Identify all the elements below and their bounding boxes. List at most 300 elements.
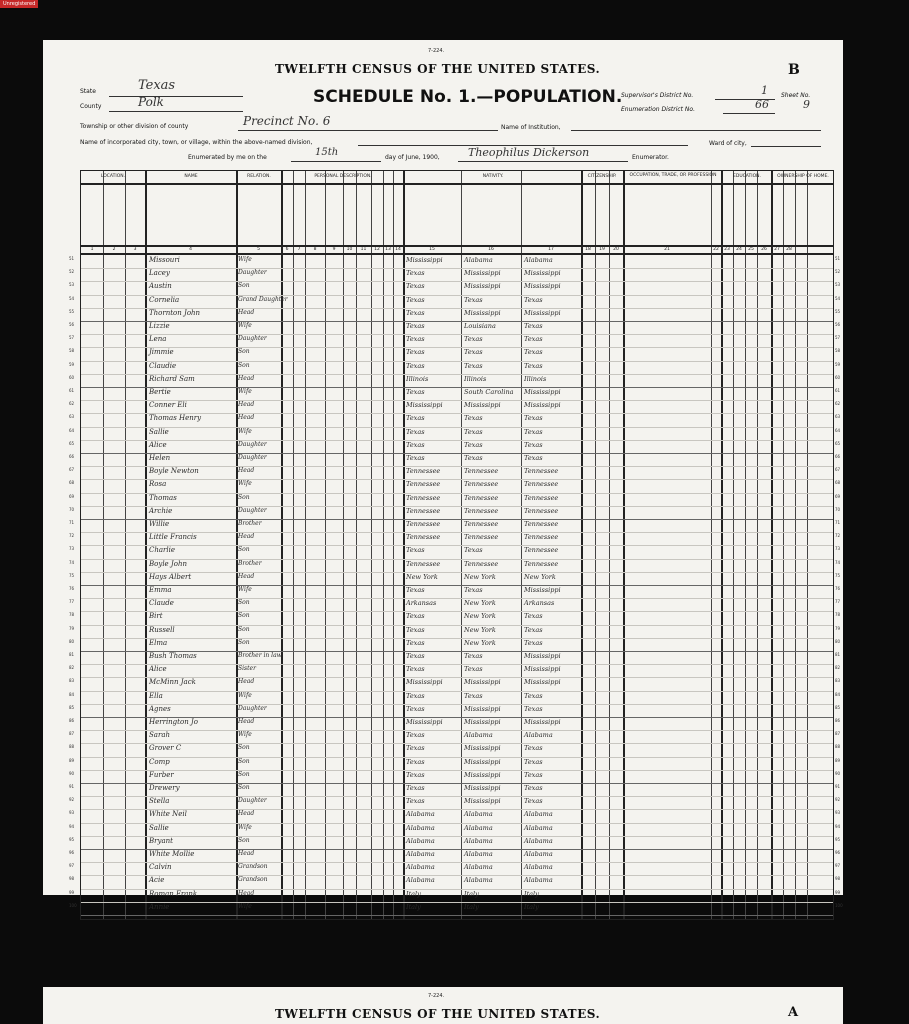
person-name: Boyle John xyxy=(149,559,187,568)
ward-label: Ward of city, xyxy=(709,140,747,147)
birthplace: Alabama xyxy=(406,836,435,845)
father-birthplace: Mississippi xyxy=(464,401,501,410)
form-number: 7-224. xyxy=(428,48,445,54)
table-row xyxy=(69,466,841,480)
person-relation: Grand Daughter xyxy=(238,295,288,303)
row-number-left: 65 xyxy=(69,440,75,446)
father-birthplace: Alabama xyxy=(464,836,493,845)
column-number: 18 xyxy=(585,247,591,252)
mother-birthplace: Tennessee xyxy=(524,506,559,515)
row-number-right: 59 xyxy=(835,361,841,367)
person-relation: Son xyxy=(238,599,250,607)
city-label: Name of incorporated city, town, or village, within the above-named division, xyxy=(80,139,313,146)
father-birthplace: Texas xyxy=(464,361,483,370)
mother-birthplace: Mississippi xyxy=(524,718,561,726)
person-name: Cornelia xyxy=(149,295,180,304)
row-number-left: 89 xyxy=(69,757,75,763)
person-name: Missouri xyxy=(149,256,180,264)
column-number: 28 xyxy=(786,247,792,252)
column-number: 9 xyxy=(332,247,336,252)
row-number-left: 53 xyxy=(69,282,75,288)
column-number: 27 xyxy=(774,247,780,252)
enumerated-prefix: Enumerated by me on the xyxy=(188,154,267,161)
enumerated-middle: day of June, 1900, xyxy=(385,154,440,161)
table-row xyxy=(69,849,841,863)
father-birthplace: Alabama xyxy=(464,731,493,740)
birthplace: Mississippi xyxy=(406,256,443,264)
row-number-left: 97 xyxy=(69,863,75,869)
father-birthplace: New York xyxy=(464,612,496,621)
person-name: Ella xyxy=(149,691,163,700)
row-number-left: 70 xyxy=(69,506,75,512)
birthplace: Mississippi xyxy=(406,678,443,687)
mother-birthplace: Texas xyxy=(524,612,543,621)
row-number-right: 93 xyxy=(835,810,841,816)
table-row xyxy=(69,902,843,916)
row-number-right: 72 xyxy=(835,533,841,539)
father-birthplace: Texas xyxy=(464,691,483,700)
birthplace: Italy xyxy=(406,889,421,898)
father-birthplace: Alabama xyxy=(464,810,493,819)
row-number-right: 70 xyxy=(835,506,841,512)
row-number-right: 92 xyxy=(835,797,841,803)
table-row xyxy=(69,453,841,467)
township-line xyxy=(238,130,498,131)
mother-birthplace: Texas xyxy=(524,322,543,330)
birthplace: Mississippi xyxy=(406,718,443,726)
row-number-left: 75 xyxy=(69,572,75,578)
father-birthplace: Mississippi xyxy=(464,269,501,278)
father-birthplace: Texas xyxy=(464,427,483,436)
column-number: 19 xyxy=(599,247,605,252)
birthplace: Texas xyxy=(406,784,425,792)
mother-birthplace: Texas xyxy=(524,335,543,344)
column-number: 1 xyxy=(90,247,94,252)
row-number-right: 100 xyxy=(835,902,843,908)
column-number: 4 xyxy=(189,247,192,252)
row-number-left: 73 xyxy=(69,546,75,552)
birthplace: Tennessee xyxy=(406,506,441,515)
column-number: 11 xyxy=(360,247,367,252)
person-relation: Son xyxy=(238,625,250,633)
table-row xyxy=(69,638,841,652)
row-number-right: 66 xyxy=(835,454,841,459)
row-number-right: 62 xyxy=(835,401,841,407)
row-number-right: 85 xyxy=(835,704,841,710)
birthplace: Texas xyxy=(406,770,425,779)
person-name: Agnes xyxy=(149,704,171,713)
row-number-right: 89 xyxy=(835,757,841,763)
table-row xyxy=(69,651,841,665)
birthplace: Texas xyxy=(406,546,425,555)
birthplace: Texas xyxy=(406,586,425,594)
row-number-right: 81 xyxy=(835,652,841,657)
row-number-left: 66 xyxy=(69,454,75,459)
father-birthplace: Mississippi xyxy=(464,784,501,792)
person-relation: Head xyxy=(238,850,255,857)
person-relation: Wife xyxy=(238,731,252,739)
birthplace: Texas xyxy=(406,414,425,423)
section-relation: RELATION. xyxy=(247,174,271,179)
table-row xyxy=(69,743,841,757)
column-number: 20 xyxy=(613,247,619,252)
section-name: NAME xyxy=(184,174,198,179)
person-relation: Sister xyxy=(238,665,256,673)
father-birthplace: New York xyxy=(464,638,496,647)
birthplace: Texas xyxy=(406,665,425,674)
person-relation: Son xyxy=(238,744,250,752)
mother-birthplace: Tennessee xyxy=(524,533,559,542)
row-number-left: 84 xyxy=(69,691,75,697)
row-number-left: 58 xyxy=(69,348,75,354)
table-row xyxy=(69,862,841,876)
person-relation: Daughter xyxy=(238,269,267,277)
birthplace: Texas xyxy=(406,269,425,278)
row-number-left: 52 xyxy=(69,269,75,275)
father-birthplace: Mississippi xyxy=(464,744,501,753)
bottom-title: TWELFTH CENSUS OF THE UNITED STATES. xyxy=(275,1007,601,1021)
column-number: 24 xyxy=(736,247,742,252)
row-number-left: 79 xyxy=(69,625,75,631)
enumerated-day: 15th xyxy=(315,147,339,158)
table-row xyxy=(69,479,841,493)
person-relation: Head xyxy=(238,414,255,422)
column-number: 6 xyxy=(285,247,289,252)
person-name: Archie xyxy=(149,506,173,515)
row-number-left: 69 xyxy=(69,493,75,499)
row-number-right: 51 xyxy=(835,256,841,261)
table-row xyxy=(69,783,841,797)
mother-birthplace: Tennessee xyxy=(524,520,559,528)
mother-birthplace: Italy xyxy=(524,902,539,911)
table-row xyxy=(69,704,841,718)
birthplace: Texas xyxy=(406,612,425,621)
person-name: McMinn Jack xyxy=(149,678,196,687)
table-row xyxy=(69,347,841,361)
row-number-left: 68 xyxy=(69,480,75,486)
birthplace: Texas xyxy=(406,388,425,396)
schedule-title: SCHEDULE No. 1.—POPULATION. xyxy=(313,87,623,107)
township-label: Township or other division of county xyxy=(80,123,189,130)
enumerated-day-line xyxy=(291,161,381,162)
row-number-left: 88 xyxy=(69,744,75,750)
county-value: Polk xyxy=(138,95,164,109)
person-name: Rosa xyxy=(149,480,167,489)
row-number-right: 53 xyxy=(835,282,841,288)
mother-birthplace: Mississippi xyxy=(524,586,561,594)
person-name: Alice xyxy=(149,440,167,449)
table-row xyxy=(69,374,841,388)
table-row xyxy=(69,809,841,823)
person-name: Annie xyxy=(149,902,170,911)
column-number: 12 xyxy=(374,247,380,252)
birthplace: Texas xyxy=(406,704,425,713)
table-row xyxy=(69,321,841,335)
mother-birthplace: Alabama xyxy=(524,823,553,832)
father-birthplace: Texas xyxy=(464,665,483,674)
person-relation: Head xyxy=(238,810,255,818)
row-number-left: 74 xyxy=(69,559,75,565)
next-census-sheet xyxy=(43,987,843,1024)
mother-birthplace: Texas xyxy=(524,440,543,449)
column-number: 22 xyxy=(713,247,719,252)
person-relation: Daughter xyxy=(238,335,267,343)
person-relation: Son xyxy=(238,493,250,501)
person-name: Willie xyxy=(149,520,170,528)
person-name: Alice xyxy=(149,665,167,674)
table-row xyxy=(69,334,841,348)
person-name: Claude xyxy=(149,599,174,608)
father-birthplace: Alabama xyxy=(464,850,493,858)
table-row xyxy=(69,875,841,889)
state-label: State xyxy=(80,88,96,95)
person-name: White Neil xyxy=(149,810,187,819)
row-number-left: 57 xyxy=(69,335,75,341)
row-number-right: 94 xyxy=(835,823,841,829)
row-number-left: 71 xyxy=(69,520,75,525)
mother-birthplace: Mississippi xyxy=(524,282,561,291)
father-birthplace: Texas xyxy=(464,440,483,449)
row-number-right: 61 xyxy=(835,388,841,393)
column-number: 8 xyxy=(313,247,317,252)
father-birthplace: Illinois xyxy=(464,374,487,383)
table-row xyxy=(69,823,841,837)
row-number-right: 60 xyxy=(835,374,841,380)
person-name: Lena xyxy=(149,335,167,344)
person-relation: Head xyxy=(238,374,255,382)
birthplace: Texas xyxy=(406,348,425,357)
birthplace: Mississippi xyxy=(406,401,443,410)
person-relation: Wife xyxy=(238,256,252,263)
column-number: 17 xyxy=(548,247,554,252)
row-number-left: 67 xyxy=(69,467,75,473)
row-number-left: 60 xyxy=(69,374,75,380)
row-number-right: 77 xyxy=(835,599,841,605)
section-ownership: OWNERSHIP OF HOME. xyxy=(777,174,829,179)
column-number: 3 xyxy=(133,247,137,252)
person-relation: Wife xyxy=(238,902,252,910)
person-relation: Brother xyxy=(238,559,262,567)
mother-birthplace: Alabama xyxy=(524,836,553,845)
census-sheet xyxy=(43,40,843,911)
row-number-left: 59 xyxy=(69,361,75,367)
table-row xyxy=(69,717,841,731)
header-divider xyxy=(81,183,833,185)
row-number-right: 55 xyxy=(835,308,841,314)
birthplace: Texas xyxy=(406,361,425,370)
father-birthplace: Texas xyxy=(464,335,483,344)
father-birthplace: Louisiana xyxy=(464,322,496,330)
person-relation: Wife xyxy=(238,427,252,435)
mother-birthplace: Illinois xyxy=(524,374,547,383)
father-birthplace: Texas xyxy=(464,546,483,555)
person-relation: Wife xyxy=(238,823,252,831)
table-row xyxy=(69,625,841,639)
column-number: 13 xyxy=(385,247,391,252)
section-education: EDUCATION. xyxy=(733,174,761,179)
father-birthplace: Texas xyxy=(464,348,483,357)
table-row xyxy=(69,559,841,573)
sheet-label: Sheet No. xyxy=(781,92,811,99)
row-number-left: 55 xyxy=(69,308,75,314)
birthplace: Texas xyxy=(406,652,425,660)
person-name: White Mollie xyxy=(149,850,195,858)
birthplace: Texas xyxy=(406,308,425,317)
father-birthplace: New York xyxy=(464,599,496,608)
person-name: Herrington Jo xyxy=(149,718,198,726)
person-relation: Head xyxy=(238,308,255,316)
state-value: Texas xyxy=(138,78,176,93)
person-name: Sarah xyxy=(149,731,170,740)
row-number-right: 74 xyxy=(835,559,841,565)
mother-birthplace: New York xyxy=(524,572,556,581)
row-number-left: 90 xyxy=(69,770,75,776)
mother-birthplace: Mississippi xyxy=(524,652,561,660)
row-number-left: 72 xyxy=(69,533,75,539)
table-row xyxy=(69,796,841,810)
sheet-letter: B xyxy=(788,62,800,78)
row-number-right: 80 xyxy=(835,638,841,644)
mother-birthplace: Alabama xyxy=(524,876,553,885)
father-birthplace: Texas xyxy=(464,454,483,462)
table-row xyxy=(69,400,841,414)
father-birthplace: Texas xyxy=(464,652,483,660)
row-number-right: 65 xyxy=(835,440,841,446)
birthplace: Tennessee xyxy=(406,493,441,502)
father-birthplace: Alabama xyxy=(464,863,493,872)
enumerator-label: Enumerator. xyxy=(632,154,669,161)
row-number-right: 75 xyxy=(835,572,841,578)
table-row xyxy=(69,836,841,850)
row-number-left: 83 xyxy=(69,678,75,684)
birthplace: Texas xyxy=(406,757,425,766)
row-number-left: 77 xyxy=(69,599,75,605)
section-citizenship: CITIZENSHIP. xyxy=(587,174,617,179)
row-number-left: 80 xyxy=(69,638,75,644)
row-number-left: 63 xyxy=(69,414,75,420)
row-number-right: 63 xyxy=(835,414,841,420)
father-birthplace: New York xyxy=(464,625,496,634)
table-row xyxy=(69,493,841,507)
person-name: Birt xyxy=(149,612,163,621)
row-number-left: 76 xyxy=(69,586,75,591)
column-number: 21 xyxy=(664,247,670,252)
person-relation: Daughter xyxy=(238,704,267,712)
table-row xyxy=(69,413,841,427)
table-row xyxy=(69,757,841,771)
mother-birthplace: Tennessee xyxy=(524,546,559,555)
person-name: Thornton John xyxy=(149,308,201,317)
section-occupation: OCCUPATION, TRADE, OR PROFESSION xyxy=(629,173,717,178)
column-number: 16 xyxy=(488,247,494,252)
county-label: County xyxy=(80,103,102,110)
father-birthplace: Mississippi xyxy=(464,282,501,291)
watermark-tag: Unregistered xyxy=(0,0,38,8)
row-number-right: 97 xyxy=(835,863,841,869)
person-relation: Wife xyxy=(238,586,252,593)
mother-birthplace: Texas xyxy=(524,784,543,792)
row-number-left: 95 xyxy=(69,836,75,842)
father-birthplace: Mississippi xyxy=(464,757,501,766)
father-birthplace: Alabama xyxy=(464,823,493,832)
row-number-right: 87 xyxy=(835,731,841,737)
row-number-left: 64 xyxy=(69,427,75,433)
row-number-right: 69 xyxy=(835,493,841,499)
mother-birthplace: Alabama xyxy=(524,863,553,872)
table-row xyxy=(69,387,841,401)
father-birthplace: Texas xyxy=(464,414,483,423)
person-name: Comp xyxy=(149,757,170,766)
person-name: Bryant xyxy=(149,836,173,845)
mother-birthplace: Tennessee xyxy=(524,559,559,568)
population-table xyxy=(69,170,843,920)
table-row xyxy=(69,691,841,705)
column-number: 15 xyxy=(429,247,435,252)
enumerator-name: Theophilus Dickerson xyxy=(468,146,590,159)
birthplace: Alabama xyxy=(406,863,435,872)
row-number-right: 98 xyxy=(835,876,841,882)
mother-birthplace: Mississippi xyxy=(524,665,561,674)
person-relation: Head xyxy=(238,533,255,541)
person-name: Drewery xyxy=(149,784,180,792)
mother-birthplace: Arkansas xyxy=(524,599,555,608)
person-name: Grover C xyxy=(149,744,182,753)
person-relation: Son xyxy=(238,612,250,620)
table-row xyxy=(69,281,841,295)
father-birthplace: South Carolina xyxy=(464,388,514,396)
section-nativity: NATIVITY. xyxy=(482,174,504,179)
birthplace: Texas xyxy=(406,295,425,304)
person-name: Bertie xyxy=(149,388,171,396)
person-name: Bush Thomas xyxy=(149,652,197,660)
father-birthplace: Tennessee xyxy=(464,520,499,528)
birthplace: New York xyxy=(406,572,438,581)
row-number-right: 82 xyxy=(835,665,841,671)
table-row xyxy=(69,611,841,625)
father-birthplace: Italy xyxy=(464,889,479,898)
row-number-left: 98 xyxy=(69,876,75,882)
person-name: Jimmie xyxy=(149,348,174,357)
birthplace: Texas xyxy=(406,744,425,753)
table-row xyxy=(69,268,841,282)
column-number: 2 xyxy=(112,247,116,252)
person-relation: Wife xyxy=(238,480,252,488)
row-number-left: 91 xyxy=(69,784,75,789)
table-row xyxy=(69,572,841,586)
mother-birthplace: Tennessee xyxy=(524,493,559,502)
father-birthplace: Texas xyxy=(464,295,483,304)
birthplace: Texas xyxy=(406,322,425,330)
birthplace: Texas xyxy=(406,797,425,806)
person-name: Sallie xyxy=(149,823,169,832)
row-number-left: 93 xyxy=(69,810,75,816)
father-birthplace: Mississippi xyxy=(464,704,501,713)
row-number-right: 91 xyxy=(835,784,841,789)
person-name: Russell xyxy=(149,625,175,634)
mother-birthplace: Texas xyxy=(524,797,543,806)
person-relation: Wife xyxy=(238,322,252,329)
person-name: Lacey xyxy=(149,269,170,278)
row-number-right: 84 xyxy=(835,691,841,697)
row-number-left: 99 xyxy=(69,889,75,895)
mother-birthplace: Tennessee xyxy=(524,467,559,476)
person-relation: Head xyxy=(238,572,255,580)
person-relation: Grandson xyxy=(238,876,268,884)
row-number-left: 92 xyxy=(69,797,75,803)
supervisor-value: 1 xyxy=(761,84,768,97)
supervisor-label: Supervisor's District No. xyxy=(621,92,694,99)
row-number-left: 54 xyxy=(69,295,75,301)
